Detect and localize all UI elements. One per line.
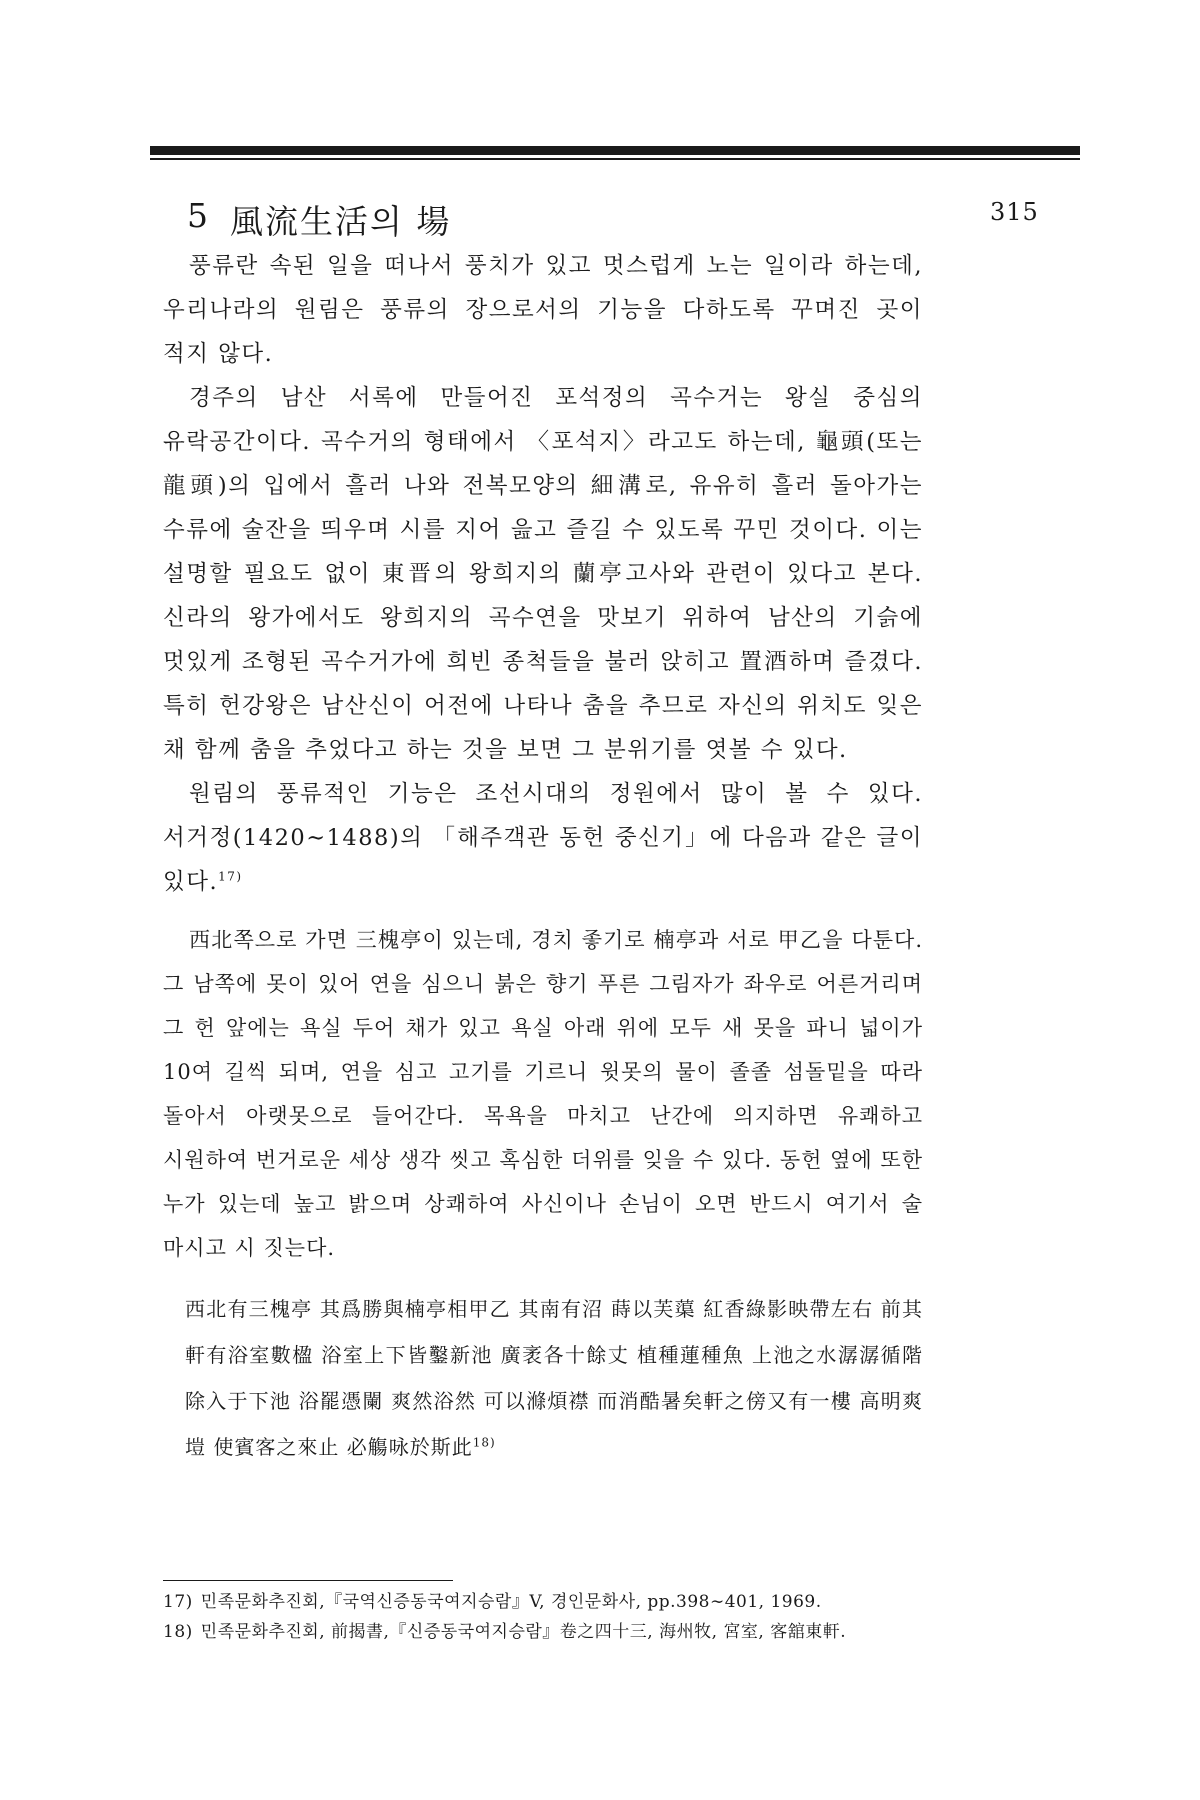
- footnote-ref-18: 18): [472, 1435, 496, 1450]
- quote-translation: 西北쪽으로 가면 三槐亭이 있는데, 경치 좋기로 楠亭과 서로 甲乙을 다툰다. 그 남쪽에 못이 있어 연을 심으니 붉은 향기 푸른 그림자가 좌우로 어른거리며 그 헌 앞에는 욕실 두어 채가 있고 욕실 아래 위에 모두 새 못을 파니 넓이가 10여 길씩 되며, 연을 심고 고기를 기르니 윗못의 물이 졸졸 섬돌밑을 따라 돌아서 아랫못으로 들어간다. 목욕을 마치고 난간에 의지하면 유쾌하고 시원하여 번거로운 세상 생각 씻고 혹심한 더위를 잊을 수 있다. 동헌 옆에 또한 누가 있는데 높고 밝으며 상쾌하여 사신이나 손님이 오면 반드시 여기서 술 마시고 시 짓는다.: [163, 928, 923, 1260]
- section-number: 5: [187, 196, 210, 235]
- main-text: [163, 244, 923, 1470]
- footnotes: [163, 1587, 958, 1647]
- footnote-ref-17: 17): [218, 869, 243, 884]
- page-number: 315: [990, 198, 1039, 226]
- header-rule-thick: [150, 146, 1080, 155]
- quote-original: [185, 1286, 923, 1470]
- quote-original-text: 西北有三槐亭 其爲勝與楠亭相甲乙 其南有沼 蒔以芙蕖 紅香綠影映帶左右 前其軒有浴室數楹 浴室上下皆鑿新池 廣袤各十餘丈 植種蓮種魚 上池之水潺潺循階除入于下池 浴罷憑闌 爽然浴然 可以滌煩襟 而消酷暑矣軒之傍又有一樓 高明爽塏 使賓客之來止 必觴咏於斯此: [185, 1297, 923, 1459]
- body-paragraph-3-text: 원림의 풍류적인 기능은 조선시대의 정원에서 많이 볼 수 있다. 서거정(1420∼1488)의 「해주객관 동헌 중신기」에 다음과 같은 글이 있다.: [163, 781, 923, 895]
- section-title: 風流生活의 場: [230, 202, 452, 241]
- footnote-text: 민족문화추진회,『국역신증동국여지승람』V, 경인문화사, pp.398∼401, 1969.: [200, 1592, 822, 1612]
- footnote-rule: [163, 1580, 453, 1581]
- body-paragraph-1: 풍류란 속된 일을 떠나서 풍치가 있고 멋스럽게 노는 일이라 하는데, 우리나라의 원림은 풍류의 장으로서의 기능을 다하도록 꾸며진 곳이 적지 않다.: [163, 253, 923, 367]
- body-paragraph-2: 경주의 남산 서록에 만들어진 포석정의 곡수거는 왕실 중심의 유락공간이다. 곡수거의 형태에서 〈포석지〉라고도 하는데, 龜頭(또는 龍頭)의 입에서 흘러 나와 전복모양의 細溝로, 유유히 흘러 돌아가는 수류에 술잔을 띄우며 시를 지어 읊고 즐길 수 있도록 꾸민 것이다. 이는 설명할 필요도 없이 東晋의 왕희지의 蘭亭고사와 관련이 있다고 본다. 신라의 왕가에서도 왕희지의 곡수연을 맛보기 위하여 남산의 기슭에 멋있게 조형된 곡수거가에 희빈 종척들을 불러 앉히고 置酒하며 즐겼다. 특히 헌강왕은 남산신이 어전에 나타나 춤을 추므로 자신의 위치도 잊은 채 함께 춤을 추었다고 하는 것을 보면 그 분위기를 엿볼 수 있다.: [163, 385, 924, 763]
- footnote-number: 17): [163, 1592, 193, 1612]
- footnote-18: [163, 1617, 958, 1647]
- body-paragraph-3: [163, 772, 923, 904]
- footnote-text: 민족문화추진회, 前揭書,『신증동국여지승람』卷之四十三, 海州牧, 宮室, 客舘東軒.: [200, 1622, 847, 1642]
- footnote-number: 18): [163, 1622, 193, 1642]
- footnote-17: [163, 1587, 958, 1617]
- header-rule-thin: [150, 158, 1080, 160]
- section-heading: [187, 196, 451, 243]
